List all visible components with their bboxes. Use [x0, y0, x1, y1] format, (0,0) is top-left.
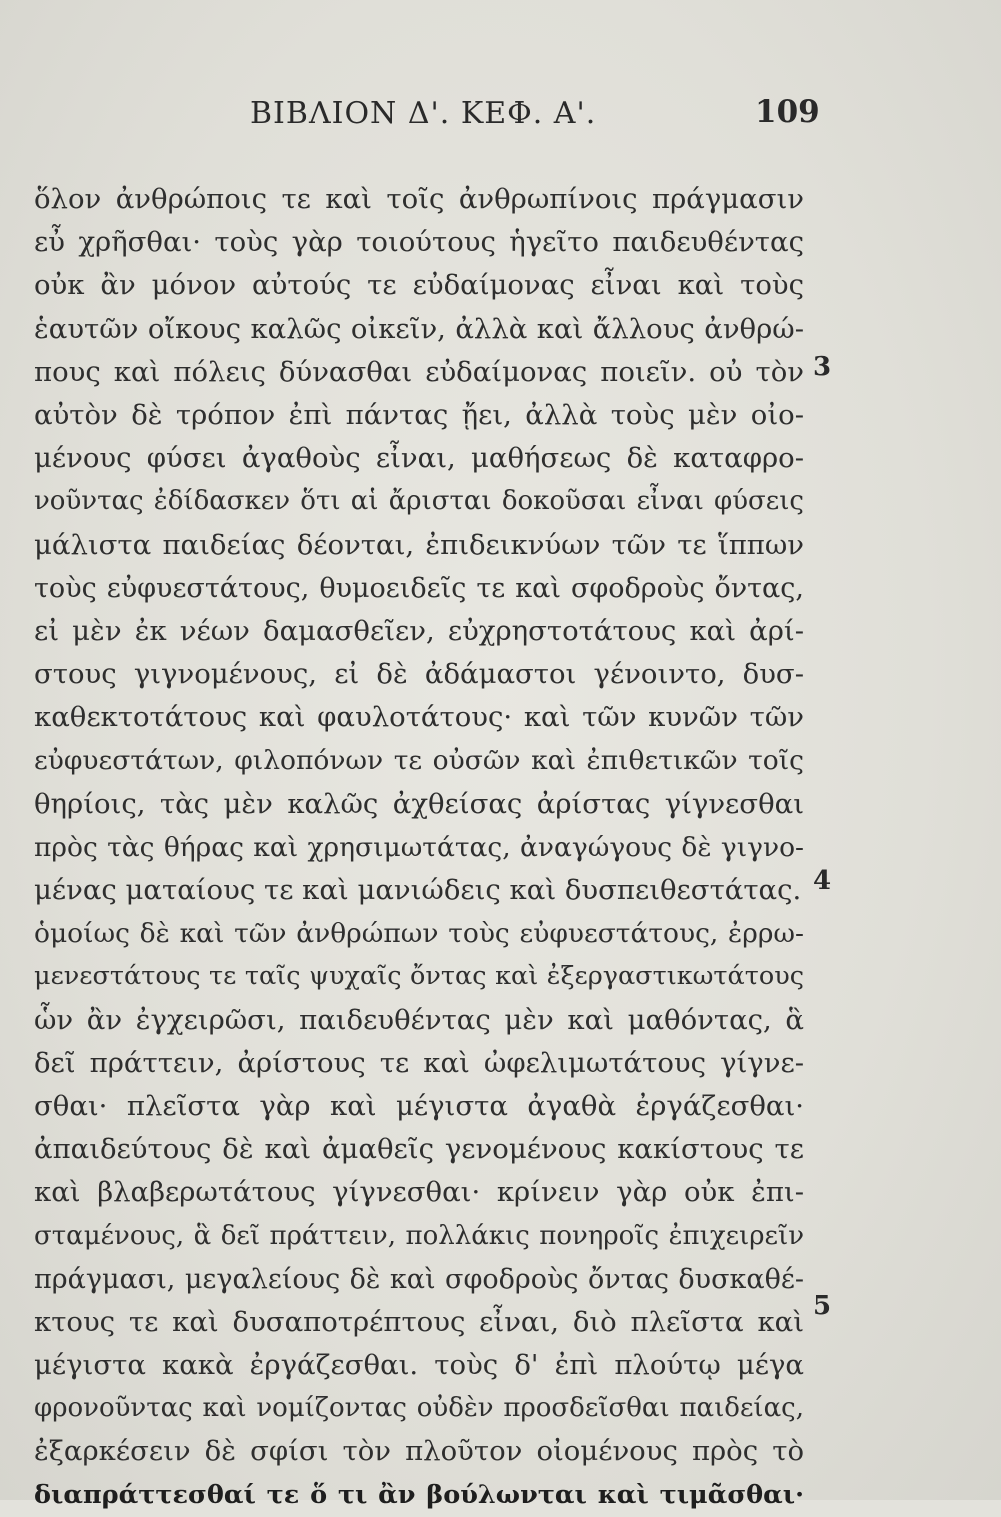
- text-line: ἐξαρκέσειν δὲ σφίσι τὸν πλοῦτον οἰομένους πρὸς τὸ: [34, 1435, 804, 1468]
- text-line: πους καὶ πόλεις δύνασθαι εὐδαίμονας ποιεῖν. οὐ τὸν: [34, 355, 804, 388]
- text-line: κτους τε καὶ δυσαποτρέπτους εἶναι, διὸ πλεῖστα καὶ: [34, 1305, 804, 1338]
- page-number: 109: [755, 94, 820, 130]
- text-line: εὐφυεστάτων, φιλοπόνων τε οὐσῶν καὶ ἐπιθετικῶν τοῖς: [34, 745, 804, 777]
- text-line: καὶ βλαβερωτάτους γίγνεσθαι· κρίνειν γὰρ οὐκ ἐπι-: [34, 1176, 804, 1209]
- text-line: μέγιστα κακὰ ἐργάζεσθαι. τοὺς δ' ἐπὶ πλούτῳ μέγα: [34, 1349, 804, 1382]
- text-line: εὖ χρῆσθαι· τοὺς γὰρ τοιούτους ἡγεῖτο παιδευθέντας: [34, 226, 804, 259]
- text-line: δεῖ πράττειν, ἀρίστους τε καὶ ὠφελιμωτάτους γίγνε-: [34, 1046, 804, 1079]
- margin-section-number: 4: [813, 866, 832, 896]
- text-line: οὐκ ἂν μόνον αὐτούς τε εὐδαίμονας εἶναι καὶ τοὺς: [34, 269, 804, 302]
- text-line: καθεκτοτάτους καὶ φαυλοτάτους· καὶ τῶν κυνῶν τῶν: [34, 701, 804, 734]
- running-title: ΒΙΒΛΙΟΝ Δ'. ΚΕΦ. Α'.: [250, 96, 597, 131]
- text-line: διαπράττεσθαί τε ὅ τι ἂν βούλωνται καὶ τιμᾶσθαι·: [34, 1479, 804, 1510]
- text-body: [34, 178, 804, 1517]
- text-line: ὁμοίως δὲ καὶ τῶν ἀνθρώπων τοὺς εὐφυεστάτους, ἐρρω-: [34, 918, 804, 950]
- text-line: στους γιγνομένους, εἰ δὲ ἀδάμαστοι γένοιντο, δυσ-: [34, 658, 804, 691]
- margin-section-number: 5: [813, 1291, 832, 1321]
- text-line: θηρίοις, τὰς μὲν καλῶς ἀχθείσας ἀρίστας γίγνεσθαι: [34, 787, 804, 820]
- text-line: σταμένους, ἃ δεῖ πράττειν, πολλάκις πονηροῖς ἐπιχειρεῖν: [34, 1220, 804, 1251]
- text-line: ἀπαιδεύτους δὲ καὶ ἀμαθεῖς γενομένους κακίστους τε: [34, 1133, 804, 1166]
- text-line: νοῦντας ἐδίδασκεν ὅτι αἱ ἄρισται δοκοῦσαι εἶναι φύσεις: [34, 486, 804, 517]
- text-line: ὧν ἂν ἐγχειρῶσι, παιδευθέντας μὲν καὶ μαθόντας, ἃ: [34, 1003, 804, 1036]
- text-line: πράγμασι, μεγαλείους δὲ καὶ σφοδροὺς ὄντας δυσκαθέ-: [34, 1263, 804, 1295]
- margin-section-number: 3: [813, 352, 832, 382]
- text-line: ἑαυτῶν οἴκους καλῶς οἰκεῖν, ἀλλὰ καὶ ἄλλους ἀνθρώ-: [34, 312, 804, 345]
- text-line: τοὺς εὐφυεστάτους, θυμοειδεῖς τε καὶ σφοδροὺς ὄντας,: [34, 572, 804, 604]
- text-line: ὅλον ἀνθρώποις τε καὶ τοῖς ἀνθρωπίνοις πράγμασιν: [34, 183, 804, 215]
- text-line: μένας ματαίους τε καὶ μανιώδεις καὶ δυσπειθεστάτας.: [34, 874, 802, 906]
- text-line: μενεστάτους τε ταῖς ψυχαῖς ὄντας καὶ ἐξεργαστικωτάτους: [34, 961, 804, 992]
- text-line: πρὸς τὰς θήρας καὶ χρησιμωτάτας, ἀναγώγους δὲ γιγνο-: [34, 831, 804, 863]
- text-line: μένους φύσει ἀγαθοὺς εἶναι, μαθήσεως δὲ καταφρο-: [34, 442, 804, 475]
- text-line: μάλιστα παιδείας δέονται, ἐπιδεικνύων τῶν τε ἵππων: [34, 528, 804, 561]
- text-line: αὐτὸν δὲ τρόπον ἐπὶ πάντας ᾔει, ἀλλὰ τοὺς μὲν οἰο-: [34, 398, 804, 431]
- text-line: φρονοῦντας καὶ νομίζοντας οὐδὲν προσδεῖσθαι παιδείας,: [34, 1393, 804, 1424]
- text-line: σθαι· πλεῖστα γὰρ καὶ μέγιστα ἀγαθὰ ἐργάζεσθαι·: [34, 1089, 804, 1122]
- text-line: εἰ μὲν ἐκ νέων δαμασθεῖεν, εὐχρηστοτάτους καὶ ἀρί-: [34, 614, 804, 647]
